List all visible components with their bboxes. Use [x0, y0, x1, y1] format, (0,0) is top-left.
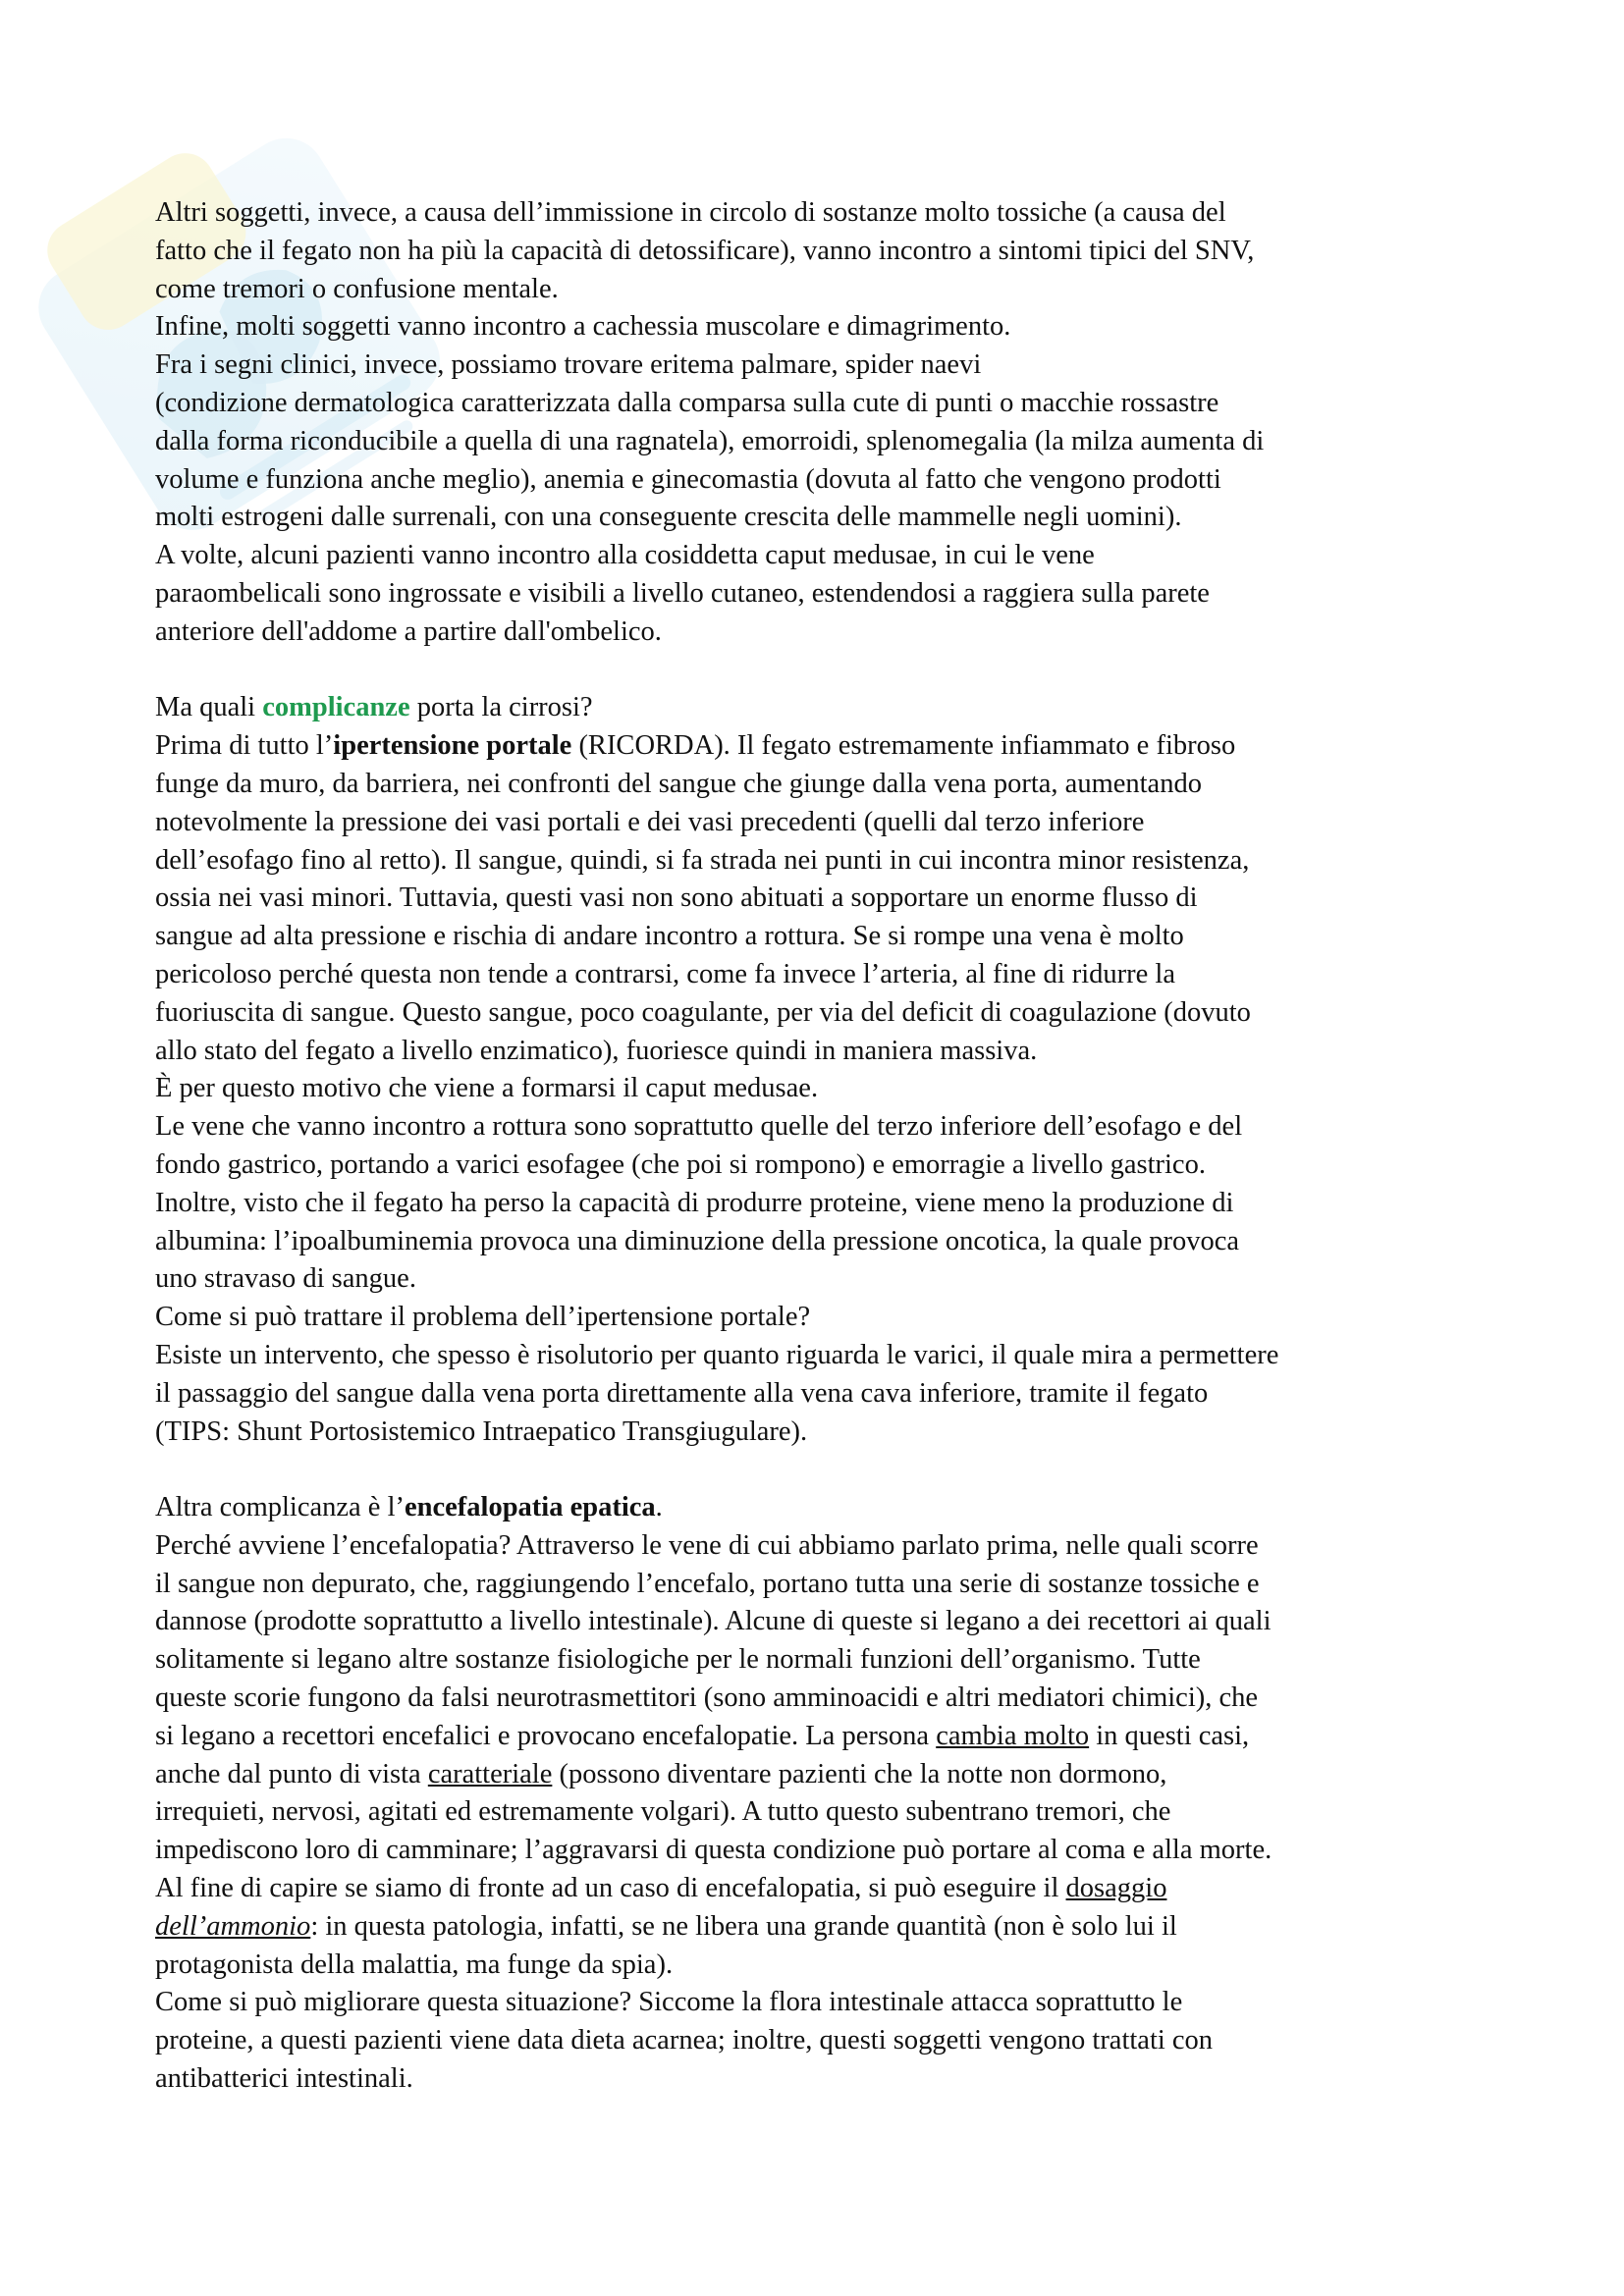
- text-line: [155, 1756, 1490, 1794]
- text-line: uno stravaso di sangue.: [155, 1263, 416, 1295]
- text-run: in questi casi,: [1089, 1720, 1250, 1751]
- text-line: fatto che il fegato non ha più la capacità di detossificare), vanno incontro a sintomi tipici del SNV,: [155, 235, 1255, 266]
- text-run: Prima di tutto l’: [155, 730, 334, 762]
- underlined-cambia-molto: cambia molto: [936, 1720, 1090, 1751]
- text-line: fuoriuscita di sangue. Questo sangue, poco coagulante, per via del deficit di coagulazione (dovuto: [155, 996, 1251, 1028]
- text-run: : in questa patologia, infatti, se ne libera una grande quantità (non è solo lui il: [310, 1910, 1177, 1942]
- text-line: [155, 1870, 1490, 1908]
- text-line: queste scorie fungono da falsi neurotrasmettitori (sono amminoacidi e altri mediatori chimici), che: [155, 1682, 1259, 1714]
- text-line: dalla forma riconducibile a quella di una ragnatela), emorroidi, splenomegalia (la milza aumenta di: [155, 425, 1265, 456]
- text-line: notevolmente la pressione dei vasi portali e dei vasi precedenti (quelli dal terzo inferiore: [155, 806, 1145, 837]
- text-line: Le vene che vanno incontro a rottura sono soprattutto quelle del terzo inferiore dell’esofago e del: [155, 1111, 1243, 1143]
- text-line: ossia nei vasi minori. Tuttavia, questi vasi non sono abituati a sopportare un enorme flusso di: [155, 882, 1198, 914]
- keyword-encefalopatia-epatica: encefalopatia epatica: [405, 1492, 656, 1523]
- text-run: .: [655, 1492, 663, 1523]
- text-line: impediscono loro di camminare; l’aggravarsi di questa condizione può portare al coma e alla morte.: [155, 1835, 1272, 1866]
- text-line: funge da muro, da barriera, nei confronti del sangue che giunge dalla vena porta, aumentando: [155, 768, 1202, 799]
- text-run: Al fine di capire se siamo di fronte ad un caso di encefalopatia, si può eseguire il: [155, 1873, 1066, 1904]
- complications-question: [155, 689, 1490, 727]
- text-line: come tremori o confusione mentale.: [155, 273, 559, 304]
- text-run: (possono diventare pazienti che la notte non dormono,: [552, 1758, 1167, 1789]
- paragraph-spacer: [155, 652, 1490, 690]
- text-line: [155, 1489, 1490, 1527]
- text-line: antibatterici intestinali.: [155, 2063, 413, 2095]
- text-line: allo stato del fegato a livello enzimatico), fuoriesce quindi in maniera massiva.: [155, 1035, 1038, 1066]
- paragraph-encephalopathy: [155, 1489, 1490, 2099]
- text-line: paraombelicali sono ingrossate e visibili a livello cutaneo, estendendosi a raggiera sulla parete: [155, 577, 1210, 609]
- text-line: Esiste un intervento, che spesso è risolutorio per quanto riguarda le varici, il quale mira a permettere: [155, 1339, 1279, 1370]
- text-line: È per questo motivo che viene a formarsi il caput medusae.: [155, 1073, 819, 1104]
- document-body: [155, 194, 1490, 2099]
- text-line: sangue ad alta pressione e rischia di andare incontro a rottura. Se si rompe una vena è molto: [155, 921, 1184, 952]
- text-line: (TIPS: Shunt Portosistemico Intraepatico Transgiugulare).: [155, 1415, 808, 1447]
- text-line: protagonista della malattia, ma funge da spia).: [155, 1949, 674, 1980]
- text-line: Perché avviene l’encefalopatia? Attraverso le vene di cui abbiamo parlato prima, nelle quali scorre: [155, 1529, 1259, 1561]
- text-line: il sangue non depurato, che, raggiungendo l’encefalo, portano tutta una serie di sostanze tossiche e: [155, 1568, 1260, 1599]
- text-run: si legano a recettori encefalici e provocano encefalopatie. La persona: [155, 1720, 937, 1751]
- text-line: A volte, alcuni pazienti vanno incontro alla cosiddetta caput medusae, in cui le vene: [155, 540, 1095, 571]
- paragraph-symptoms: [155, 194, 1490, 652]
- text-run: Altra complicanza è l’: [155, 1492, 405, 1523]
- text-line: (condizione dermatologica caratterizzata dalla comparsa sulla cute di punti o macchie rossastre: [155, 387, 1219, 418]
- text-line: dell’esofago fino al retto). Il sangue, quindi, si fa strada nei punti in cui incontra minor resistenza,: [155, 844, 1250, 876]
- text-line: volume e funziona anche meglio), anemia e ginecomastia (dovuta al fatto che vengono prodotti: [155, 463, 1221, 495]
- text-line: albumina: l’ipoalbuminemia provoca una diminuzione della pressione oncotica, la quale provoca: [155, 1225, 1240, 1256]
- text-line: solitamente si legano altre sostanze fisiologiche per le normali funzioni dell’organismo. Tutte: [155, 1644, 1201, 1676]
- underlined-ammonio: dell’ammonio: [155, 1910, 311, 1942]
- keyword-ipertensione-portale: ipertensione portale: [333, 730, 572, 762]
- text-line: [155, 1718, 1490, 1756]
- text-line: molti estrogeni dalle surrenali, con una conseguente crescita delle mammelle negli uomini).: [155, 502, 1182, 533]
- text-line: Come si può trattare il problema dell’ipertensione portale?: [155, 1302, 811, 1333]
- text-line: proteine, a questi pazienti viene data dieta acarnea; inoltre, questi soggetti vengono trattati con: [155, 2025, 1214, 2056]
- text-line: Fra i segni clinici, invece, possiamo trovare eritema palmare, spider naevi: [155, 349, 982, 381]
- underlined-dosaggio: dosaggio: [1065, 1873, 1167, 1904]
- text-line: Inoltre, visto che il fegato ha perso la capacità di produrre proteine, viene meno la produzione di: [155, 1187, 1234, 1218]
- text-run: porta la cirrosi?: [409, 692, 593, 723]
- text-line: Altri soggetti, invece, a causa dell’immissione in circolo di sostanze molto tossiche (a causa del: [155, 197, 1226, 228]
- paragraph-spacer: [155, 1451, 1490, 1489]
- paragraph-portal-hypertension: [155, 727, 1490, 1451]
- text-line: irrequieti, nervosi, agitati ed estremamente volgari). A tutto questo subentrano tremori, che: [155, 1796, 1171, 1828]
- text-line: il passaggio del sangue dalla vena porta direttamente alla vena cava inferiore, tramite il fegato: [155, 1377, 1209, 1409]
- text-line: pericoloso perché questa non tende a contrarsi, come fa invece l’arteria, al fine di ridurre la: [155, 958, 1175, 989]
- text-line: dannose (prodotte soprattutto a livello intestinale). Alcune di queste si legano a dei recettori ai quali: [155, 1606, 1272, 1637]
- keyword-complicanze: complicanze: [262, 692, 410, 723]
- text-line: [155, 727, 1490, 766]
- text-line: fondo gastrico, portando a varici esofagee (che poi si rompono) e emorragie a livello gastrico.: [155, 1148, 1206, 1180]
- text-line: [155, 1908, 1490, 1947]
- text-run: anche dal punto di vista: [155, 1758, 428, 1789]
- text-line: Infine, molti soggetti vanno incontro a cachessia muscolare e dimagrimento.: [155, 311, 1011, 343]
- text-line: Come si può migliorare questa situazione? Siccome la flora intestinale attacca soprattutto le: [155, 1987, 1183, 2018]
- text-line: anteriore dell'addome a partire dall'ombelico.: [155, 615, 662, 647]
- text-run: (RICORDA). Il fegato estremamente infiammato e fibroso: [571, 730, 1236, 762]
- underlined-caratteriale: caratteriale: [427, 1758, 553, 1789]
- text-run: Ma quali: [155, 692, 263, 723]
